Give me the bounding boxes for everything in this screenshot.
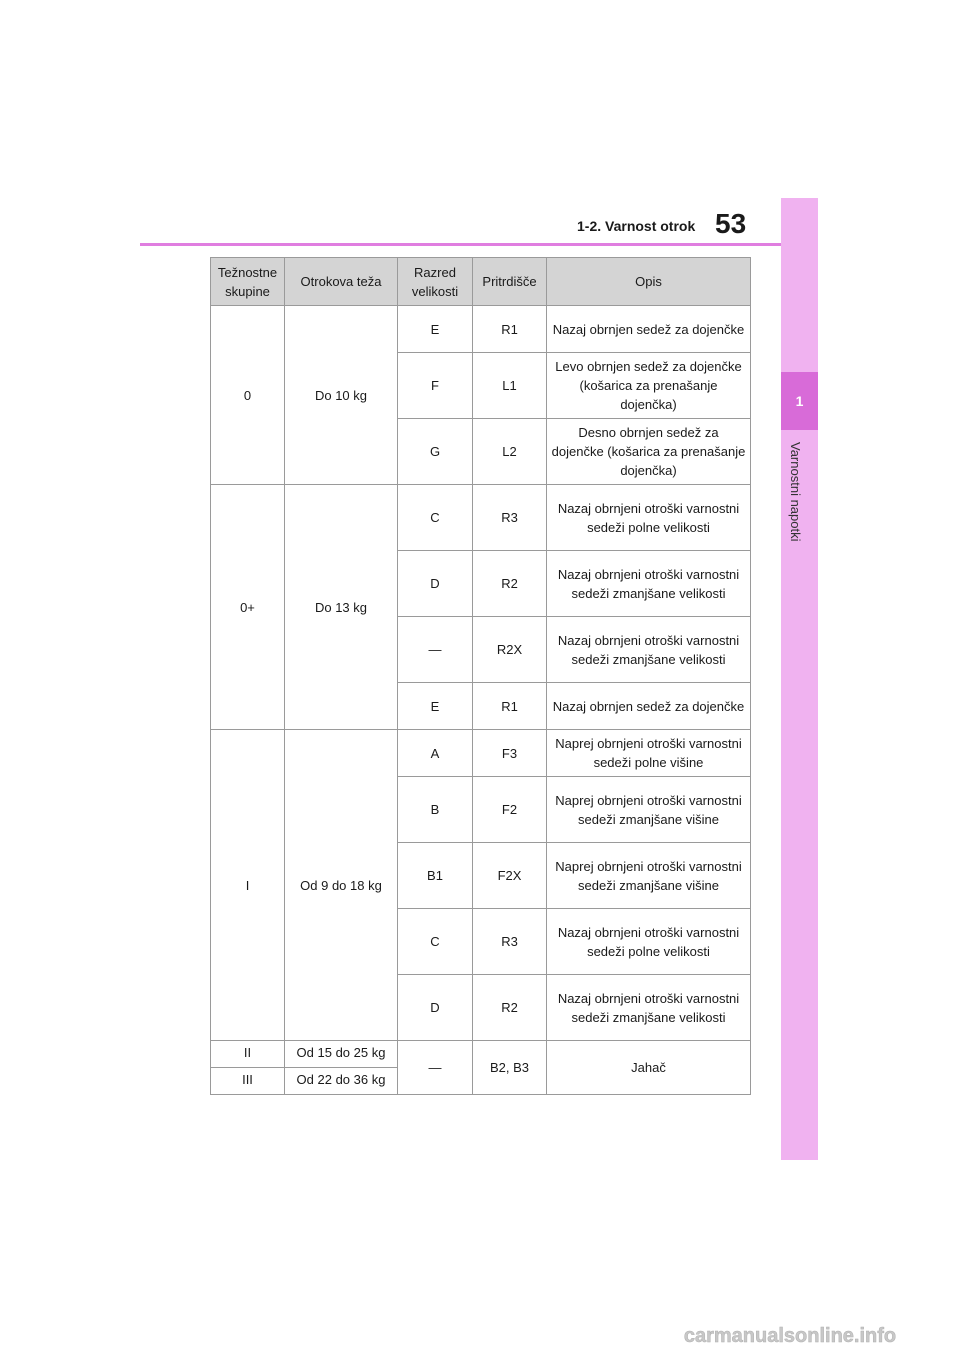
column-header: Razred velikosti [398, 258, 473, 306]
description-cell: Desno obrnjen sedež za dojenčke (košarica za prenašanje dojenčka) [547, 419, 751, 485]
fixture-cell: R2X [473, 617, 547, 683]
side-tab [781, 198, 818, 1160]
description-cell: Nazaj obrnjeni otroški varnostni sedeži zmanjšane velikosti [547, 551, 751, 617]
description-cell: Nazaj obrnjeni otroški varnostni sedeži zmanjšane velikosti [547, 617, 751, 683]
fixture-cell: R1 [473, 306, 547, 353]
column-header: Pritrdišče [473, 258, 547, 306]
table-row [211, 730, 751, 777]
group-cell: II [211, 1041, 285, 1068]
table-header-row [211, 258, 751, 306]
size-class-cell: C [398, 485, 473, 551]
fixture-cell: L1 [473, 353, 547, 419]
table-row [211, 1041, 751, 1068]
weight-cell: Do 13 kg [285, 485, 398, 730]
column-header: Otrokova teža [285, 258, 398, 306]
description-cell: Nazaj obrnjeni otroški varnostni sedeži polne velikosti [547, 485, 751, 551]
size-class-cell: G [398, 419, 473, 485]
chapter-label: Varnostni napotki [788, 442, 803, 542]
group-cell: 0 [211, 306, 285, 485]
description-cell: Levo obrnjen sedež za dojenčke (košarica za prenašanje dojenčka) [547, 353, 751, 419]
description-cell: Naprej obrnjeni otroški varnostni sedeži polne višine [547, 730, 751, 777]
size-class-cell: A [398, 730, 473, 777]
fixture-cell: R2 [473, 975, 547, 1041]
fixture-cell: F3 [473, 730, 547, 777]
fixture-cell: R3 [473, 485, 547, 551]
size-class-cell: F [398, 353, 473, 419]
description-cell: Naprej obrnjeni otroški varnostni sedeži zmanjšane višine [547, 777, 751, 843]
child-seat-table [210, 257, 751, 1095]
size-class-cell: E [398, 306, 473, 353]
fixture-cell: B2, B3 [473, 1041, 547, 1095]
size-class-cell: D [398, 551, 473, 617]
weight-cell: Od 9 do 18 kg [285, 730, 398, 1041]
description-cell: Nazaj obrnjen sedež za dojenčke [547, 683, 751, 730]
chapter-number: 1 [781, 372, 818, 430]
description-cell: Nazaj obrnjeni otroški varnostni sedeži zmanjšane velikosti [547, 975, 751, 1041]
size-class-cell: — [398, 617, 473, 683]
column-header: Opis [547, 258, 751, 306]
weight-cell: Od 15 do 25 kg [285, 1041, 398, 1068]
header-rule [140, 243, 781, 246]
fixture-cell: R1 [473, 683, 547, 730]
description-cell: Jahač [547, 1041, 751, 1095]
watermark-logo [640, 1320, 940, 1350]
section-title: 1-2. Varnost otrok [577, 218, 696, 234]
fixture-cell: F2X [473, 843, 547, 909]
fixture-cell: F2 [473, 777, 547, 843]
size-class-cell: — [398, 1041, 473, 1095]
svg-text:carmanualsonline.info: carmanualsonline.info [683, 1325, 897, 1347]
fixture-cell: R2 [473, 551, 547, 617]
group-cell: 0+ [211, 485, 285, 730]
description-cell: Nazaj obrnjeni otroški varnostni sedeži polne velikosti [547, 909, 751, 975]
description-cell: Nazaj obrnjen sedež za dojenčke [547, 306, 751, 353]
fixture-cell: R3 [473, 909, 547, 975]
page-number: 53 [715, 208, 747, 239]
weight-cell: Do 10 kg [285, 306, 398, 485]
group-cell: III [211, 1068, 285, 1095]
size-class-cell: E [398, 683, 473, 730]
table-row [211, 306, 751, 353]
size-class-cell: C [398, 909, 473, 975]
description-cell: Naprej obrnjeni otroški varnostni sedeži zmanjšane višine [547, 843, 751, 909]
size-class-cell: D [398, 975, 473, 1041]
table-row [211, 485, 751, 551]
column-header: Težnostne skupine [211, 258, 285, 306]
fixture-cell: L2 [473, 419, 547, 485]
group-cell: I [211, 730, 285, 1041]
size-class-cell: B1 [398, 843, 473, 909]
size-class-cell: B [398, 777, 473, 843]
weight-cell: Od 22 do 36 kg [285, 1068, 398, 1095]
